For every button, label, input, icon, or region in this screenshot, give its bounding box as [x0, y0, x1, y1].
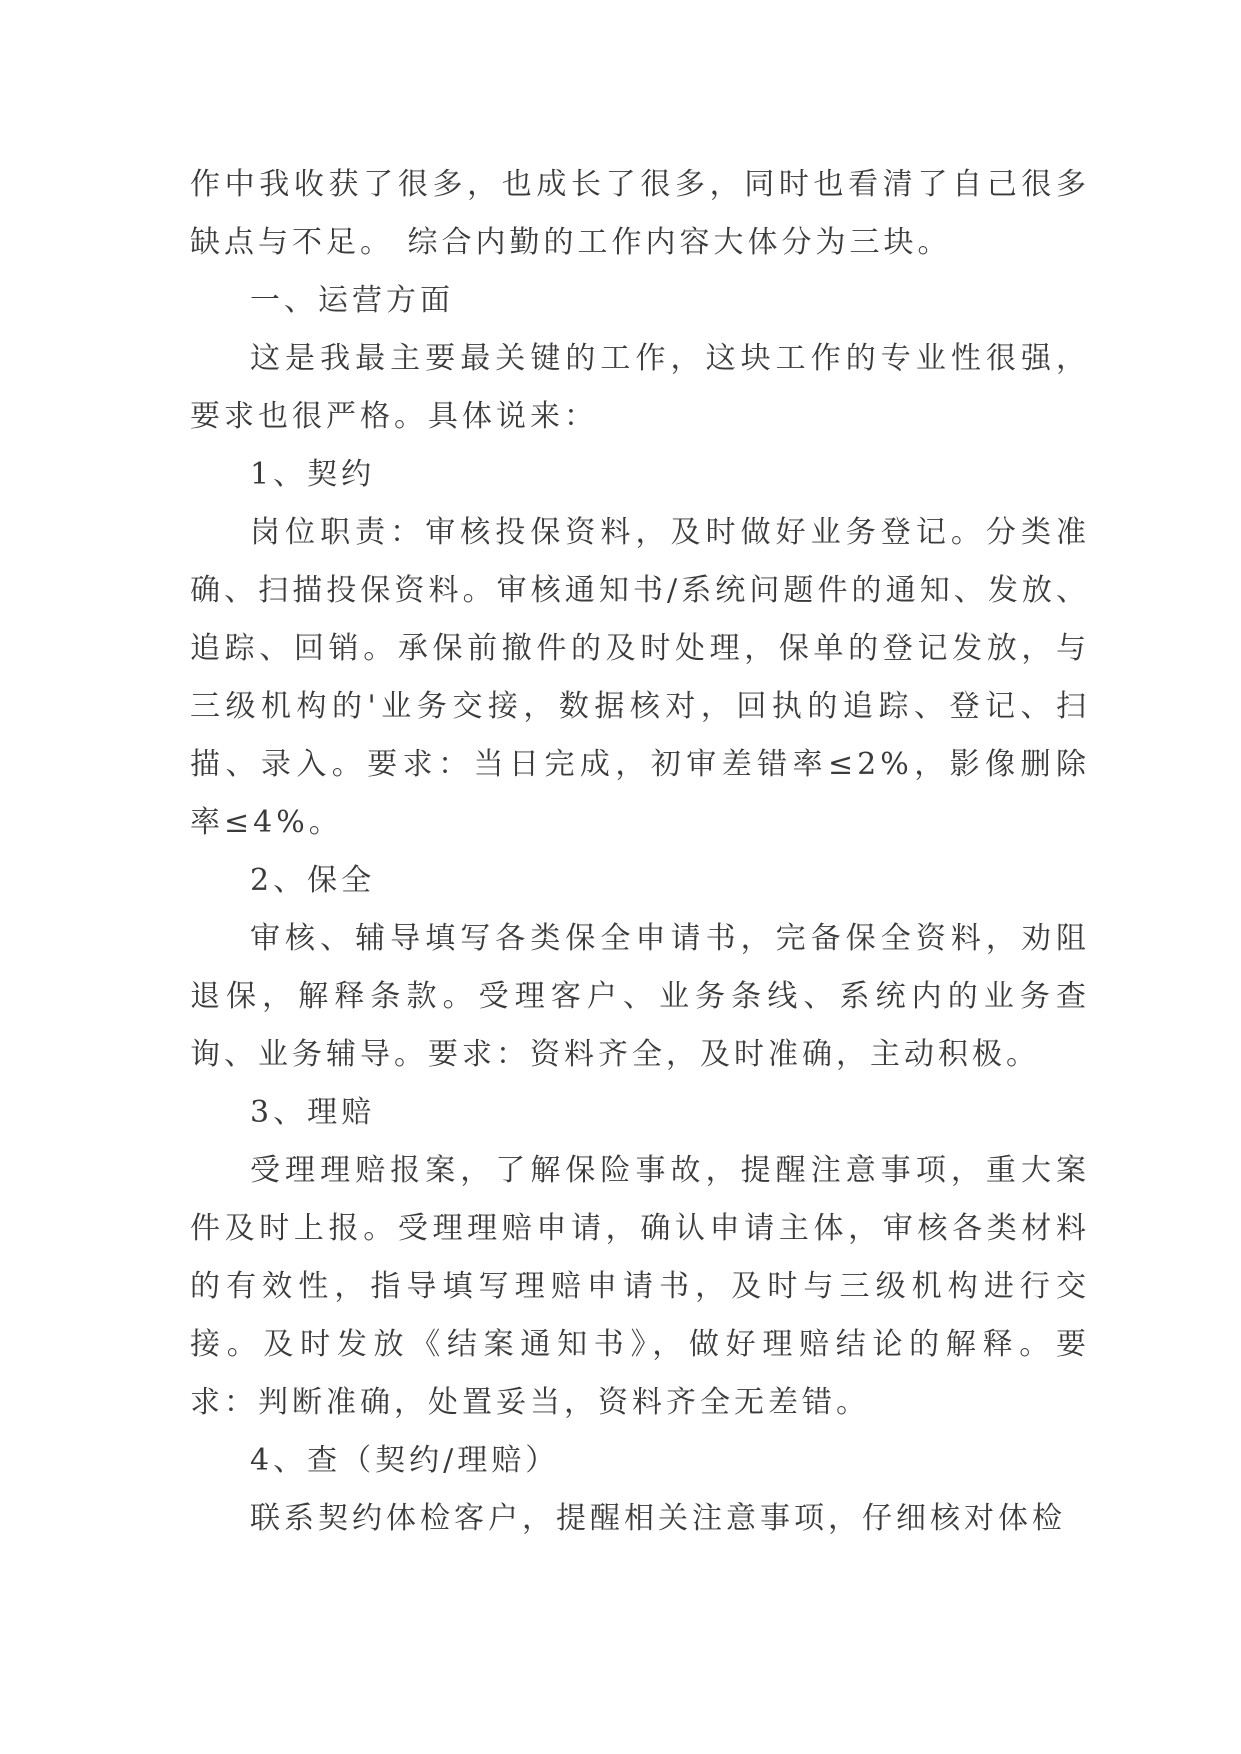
- section-heading-operations: 一、运营方面: [250, 283, 454, 318]
- body-paragraph: 受理理赔报案，了解保险事故，提醒注意事项，重大案件及时上报。受理理赔申请，确认申请主体，审核各类材料的有效性，指导填写理赔申请书，及时与三级机构进行交接。及时发放《结案通知书》，做好理赔结论的解释。要求：判断准确，处置妥当，资料齐全无差错。: [190, 1153, 1090, 1420]
- document-body: [190, 156, 1090, 1548]
- body-paragraph: 作中我收获了很多，也成长了很多，同时也看清了自己很多缺点与不足。 综合内勤的工作内容大体分为三块。: [190, 167, 1090, 260]
- body-paragraph: 这是我最主要最关键的工作，这块工作的专业性很强，要求也很严格。具体说来：: [190, 341, 1090, 434]
- subsection-heading-contract: 1、契约: [250, 457, 376, 492]
- subsection-heading-preservation: 2、保全: [250, 863, 376, 898]
- subsection-heading-inspection: 4、查（契约/理赔）: [250, 1443, 560, 1478]
- body-paragraph: 审核、辅导填写各类保全申请书，完备保全资料，劝阻退保，解释条款。受理客户、业务条线、系统内的业务查询、业务辅导。要求：资料齐全，及时准确，主动积极。: [190, 921, 1090, 1072]
- body-paragraph: 联系契约体检客户，提醒相关注意事项，仔细核对体检: [250, 1501, 1066, 1536]
- body-paragraph: 岗位职责：审核投保资料，及时做好业务登记。分类准确、扫描投保资料。审核通知书/系统问题件的通知、发放、追踪、回销。承保前撤件的及时处理，保单的登记发放，与三级机构的'业务交接，数据核对，回执的追踪、登记、扫描、录入。要求：当日完成，初审差错率≤2%，影像删除率≤4%。: [190, 515, 1090, 840]
- subsection-heading-claims: 3、理赔: [250, 1095, 376, 1130]
